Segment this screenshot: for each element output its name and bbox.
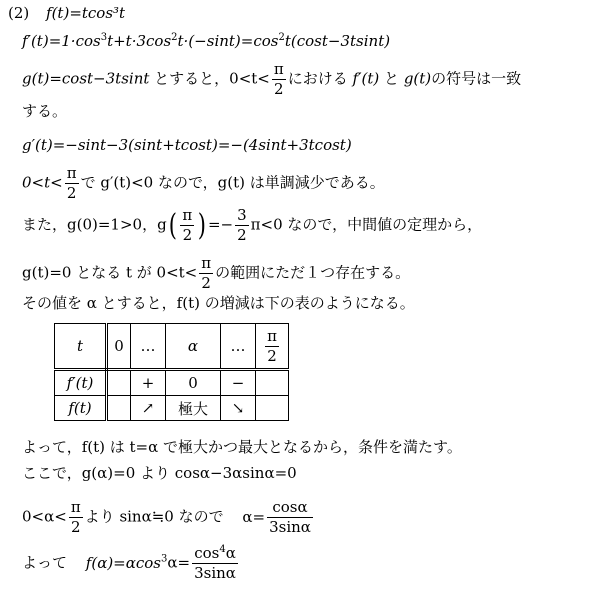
suru-line: する。 [22, 102, 68, 120]
conclusion-line: よって，f(t) は t=α で極大かつ最大となるから，条件を満たす。 [22, 438, 462, 456]
problem-number: (2) [8, 4, 30, 22]
table-row: f′(t) + 0 − [55, 370, 289, 396]
pi-over-2-fraction: $\frac{\pi}{2}$ [267, 326, 277, 365]
final-result-line: よって f(α)=αcos$^3$α= $\frac{\cos^4\alpha}{3\sin\alpha}$ [22, 544, 236, 582]
increasing-arrow-icon: ↗ [131, 396, 166, 421]
problem-header [8, 6, 125, 21]
g-definition-line: g(t)=cost−3tsint とすると，0<t< $\frac{\pi}{2}$ における f′(t) と g(t)の符号は一致 [22, 60, 522, 98]
three-halves-fraction: $\frac{3}{2}$ [237, 206, 247, 244]
koko-line: ここで，g(α)=0 より cosα−3αsinα=0 [22, 464, 297, 482]
unique-root-line: g(t)=0 となる t が 0<t< $\frac{\pi}{2}$ の範囲にただ１つ存在する。 [22, 254, 411, 292]
mata-line: また，g(0)=1>0，g( $\frac{\pi}{2}$ ) =− $\frac{3}{2}$ π<0 なので，中間値の定理から， [22, 206, 483, 244]
range-line-2: 0<α< $\frac{\pi}{2}$ より sinα≒0 なので α= $\frac{\cos\alpha}{3\sin\alpha}$ [22, 498, 311, 536]
derivative-line: $f'(t)=1\cdot\cos^3t+t\cdot 3\cos^2t\cdot(-\sin t)=\cos^2t(\cos t-3tsint)$ [22, 32, 391, 50]
g-prime-line: g′(t)=−sint−3(sint+tcost)=−(4sint+3tcost) [22, 136, 352, 154]
pi-over-2-fraction: $\frac{\pi}{2}$ [182, 206, 193, 244]
decreasing-arrow-icon: ↘ [221, 396, 256, 421]
cos4-over-3sin-fraction: $\frac{\cos^4\alpha}{3\sin\alpha}$ [194, 544, 236, 582]
pi-over-2-fraction: $\frac{\pi}{2}$ [201, 254, 212, 292]
pi-over-2-fraction: $\frac{\pi}{2}$ [66, 164, 77, 202]
function-definition: f(t)=tcos³t [46, 4, 126, 22]
alpha-intro-line: その値を α とすると，f(t) の増減は下の表のようになる。 [22, 294, 415, 312]
cos-over-3sin-fraction: $\frac{\cos\alpha}{3\sin\alpha}$ [269, 498, 311, 536]
pi-over-2-fraction: $\frac{\pi}{2}$ [70, 498, 81, 536]
increase-decrease-table [54, 323, 289, 421]
range-line-1: 0<t< $\frac{\pi}{2}$ で g′(t)<0 なので，g(t) は単調減少である。 [22, 164, 385, 202]
pi-over-2-fraction: $\frac{\pi}{2}$ [273, 60, 284, 98]
table-row: t 0 … α … $\frac{\pi}{2}$ [55, 324, 289, 370]
table-row: f(t) ↗ 極大 ↘ [55, 396, 289, 421]
